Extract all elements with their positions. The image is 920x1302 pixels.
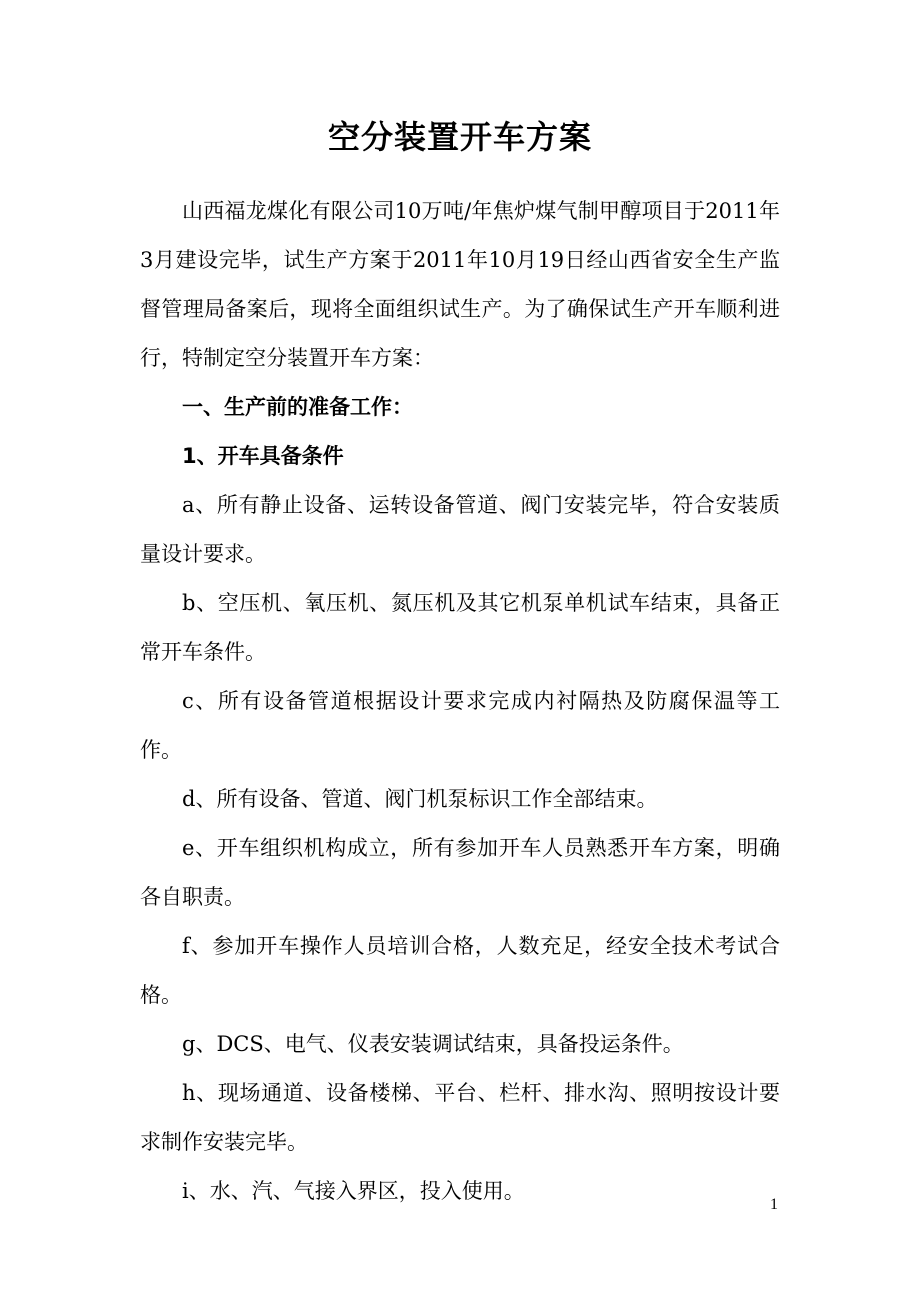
condition-item-d: d、所有设备、管道、阀门机泵标识工作全部结束。 [182,787,658,811]
condition-item-f: f、参加开车操作人员培训合格，人数充足，经安全技术考试合格。 [140,934,780,1007]
condition-item-b: b、空压机、氧压机、氮压机及其它机泵单机试车结束，具备正常开车条件。 [140,591,780,664]
condition-item-c: c、所有设备管道根据设计要求完成内衬隔热及防腐保温等工作。 [140,689,780,762]
condition-item-h: h、现场通道、设备楼梯、平台、栏杆、排水沟、照明按设计要求制作安装完毕。 [140,1081,780,1154]
condition-item-e: e、开车组织机构成立，所有参加开车人员熟悉开车方案，明确各自职责。 [140,836,780,909]
document-body [140,187,780,1216]
section-heading: 一、生产前的准备工作： [182,395,413,419]
condition-item-i: i、水、汽、气接入界区，投入使用。 [182,1179,525,1203]
document-title: 空分装置开车方案 [327,118,592,156]
intro-paragraph: 山西福龙煤化有限公司10万吨/年焦炉煤气制甲醇项目于2011年3月建设完毕，试生产方案于2011年10月19日经山西省安全生产监督管理局备案后，现将全面组织试生产。为了确保试生产开车顺利进行，特制定空分装置开车方案： [140,199,780,370]
condition-item-g: g、DCS、电气、仪表安装调试结束，具备投运条件。 [182,1032,684,1056]
subsection-heading: 1、开车具备条件 [182,444,344,468]
page-number: 1 [770,1196,778,1213]
condition-item-a: a、所有静止设备、运转设备管道、阀门安装完毕，符合安装质量设计要求。 [140,493,780,566]
